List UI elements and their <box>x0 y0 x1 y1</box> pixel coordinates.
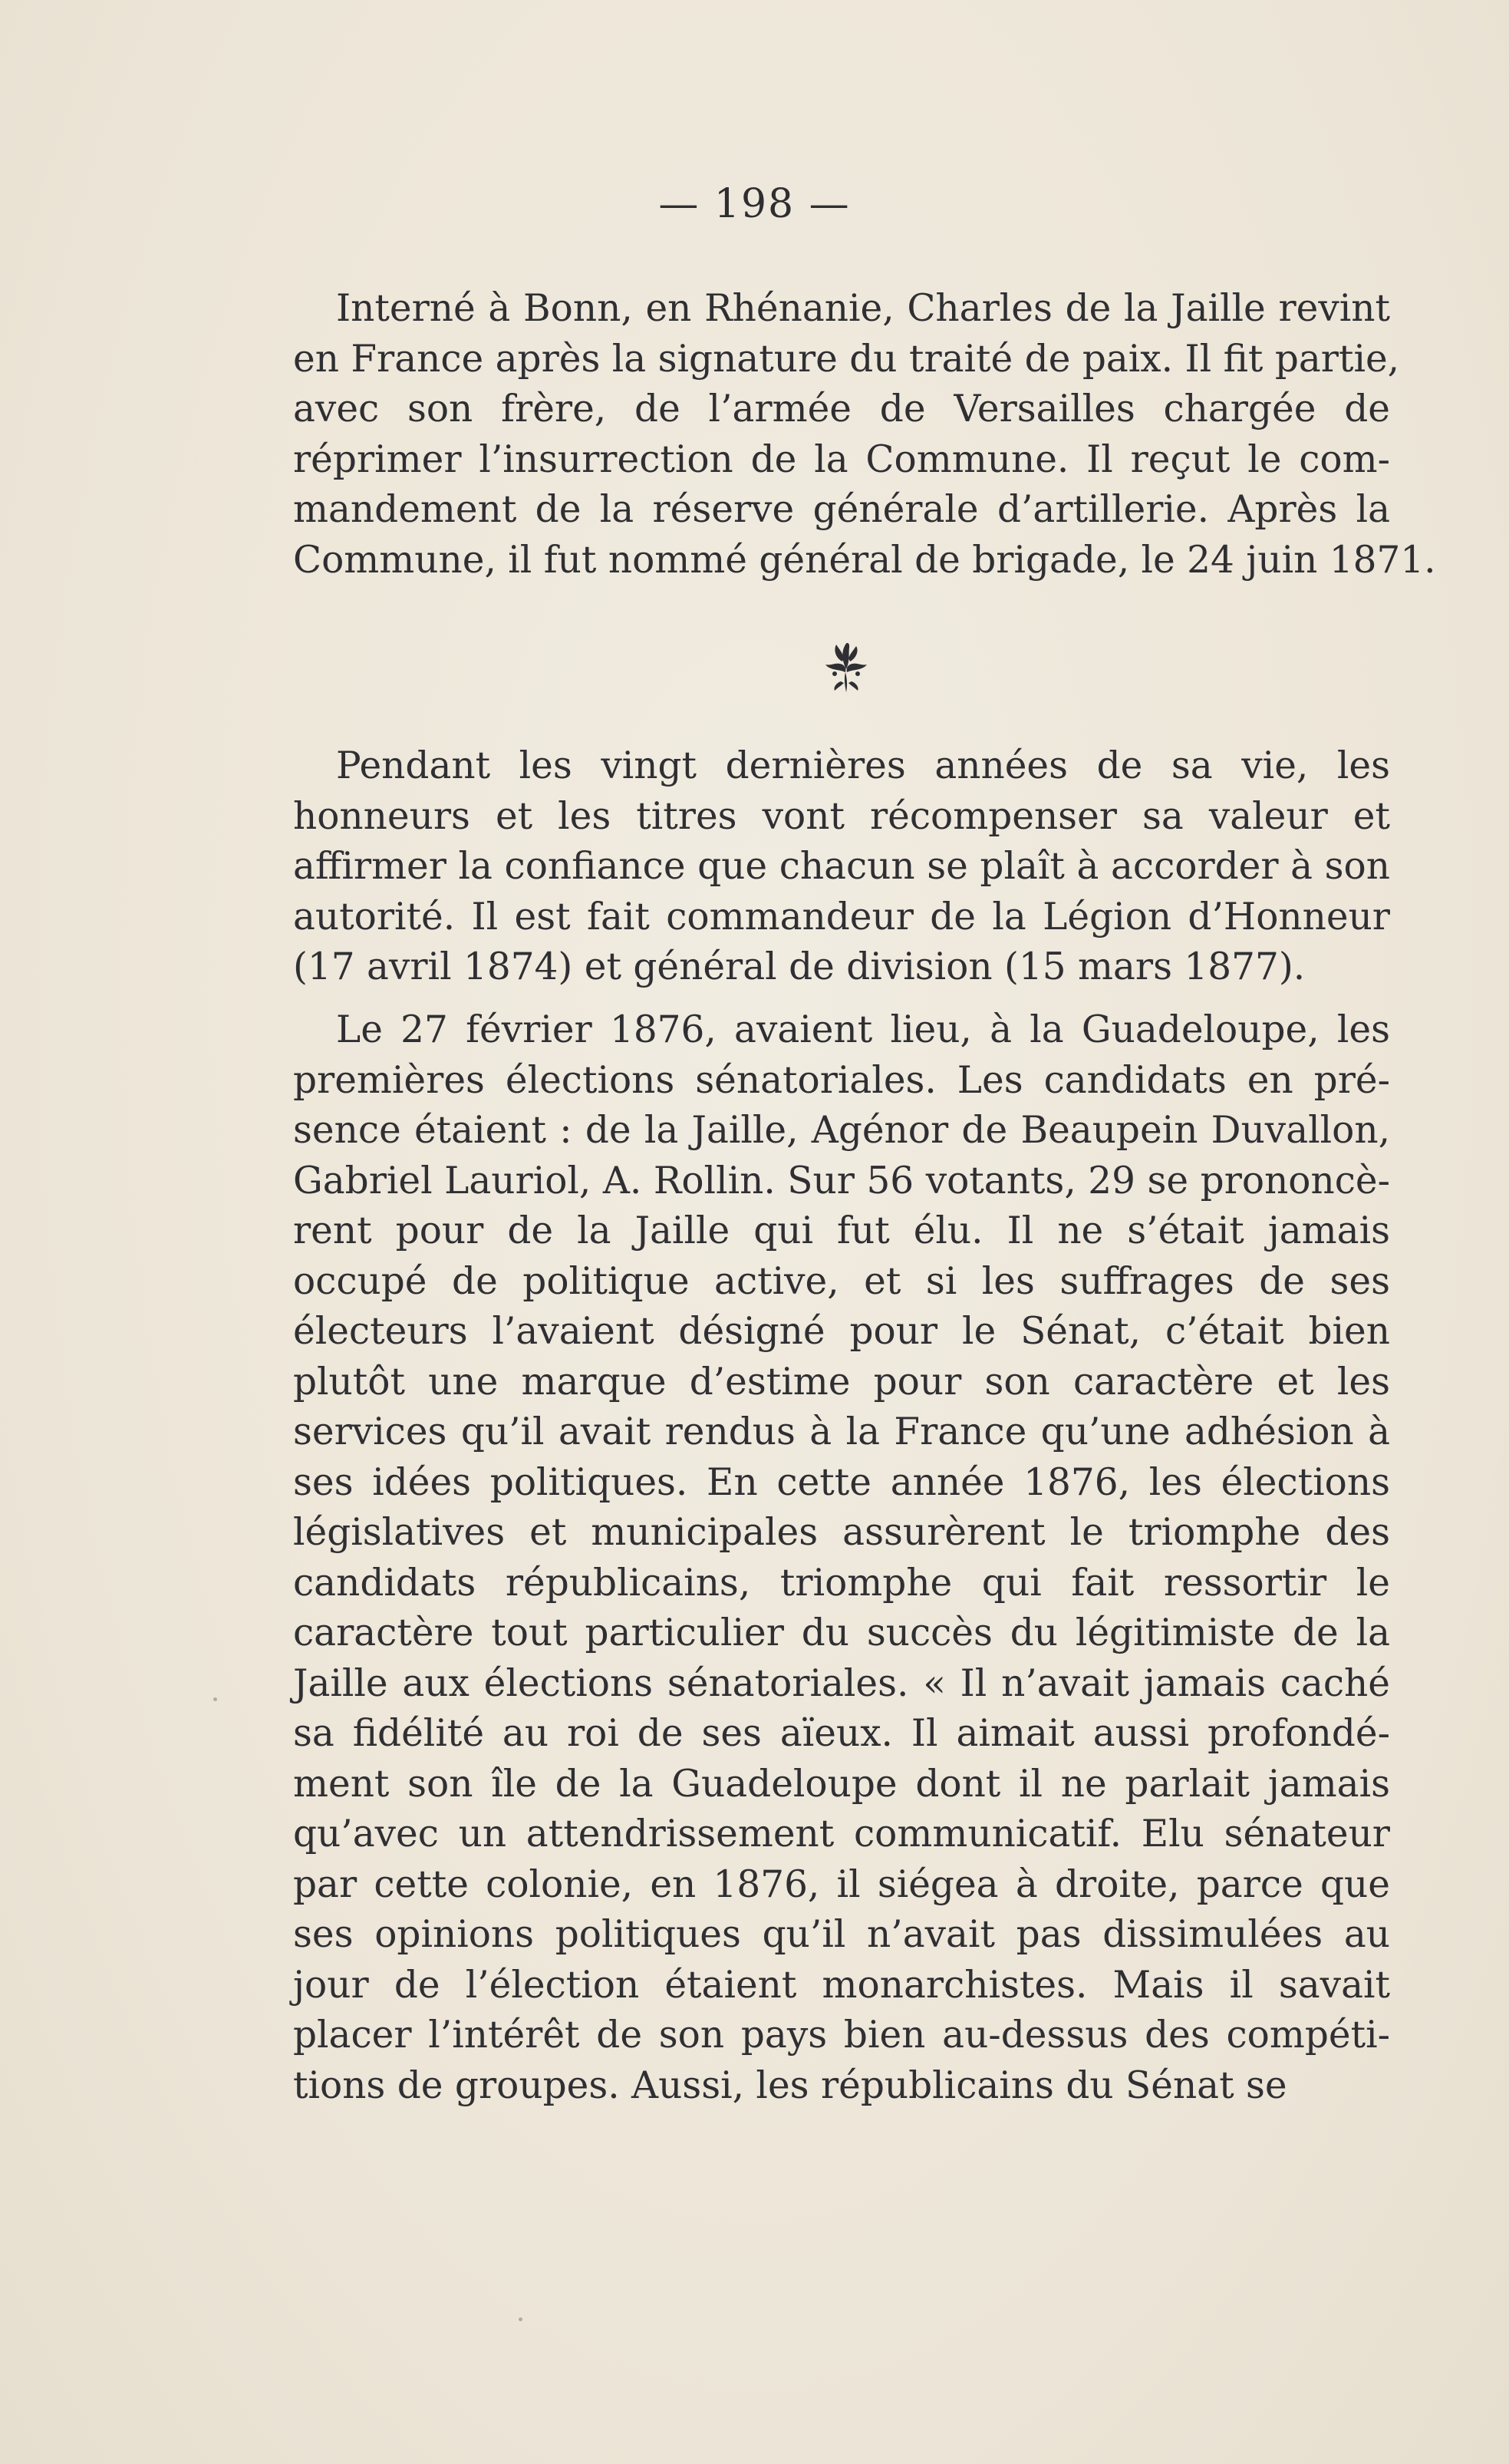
text-line: législatives et municipales assurèrent le triomphe des <box>293 1511 1390 1554</box>
text-line: Le 27 février 1876, avaient lieu, à la Guadeloupe, les <box>336 1008 1390 1051</box>
paragraph-1 <box>293 284 1436 585</box>
text-line: avec son frère, de l’armée de Versailles chargée de <box>293 388 1390 430</box>
page-number: — 198 — <box>658 181 851 227</box>
text-line: ment son île de la Guadeloupe dont il ne parlait jamais <box>293 1762 1390 1806</box>
text-line: caractère tout particulier du succès du légitimiste de la <box>293 1611 1390 1654</box>
text-line: Gabriel Lauriol, A. Rollin. Sur 56 votants, 29 se prononcè- <box>293 1159 1390 1202</box>
paragraph-2 <box>293 741 1390 993</box>
text-line: Pendant les vingt dernières années de sa vie, les <box>336 744 1390 787</box>
text-line: Jaille aux élections sénatoriales. « Il n’avait jamais caché <box>293 1661 1390 1705</box>
text-line: électeurs l’avaient désigné pour le Sénat, c’était bien <box>293 1310 1390 1353</box>
text-line: rent pour de la Jaille qui fut élu. Il ne s’était jamais <box>293 1209 1390 1252</box>
text-line: Interné à Bonn, en Rhénanie, Charles de la Jaille revint <box>336 287 1390 330</box>
text-line: tions de groupes. Aussi, les républicains du Sénat se <box>293 2063 1287 2107</box>
text-line: jour de l’élection étaient monarchistes. Mais il savait <box>293 1963 1390 2007</box>
text-line: autorité. Il est fait commandeur de la Légion d’Honneur <box>293 895 1390 938</box>
text-line: sence étaient : de la Jaille, Agénor de Beaupein Duvallon, <box>293 1109 1390 1152</box>
text-line: en France après la signature du traité de paix. Il fit partie, <box>293 337 1400 381</box>
paper-speck <box>213 1697 217 1701</box>
text-line: honneurs et les titres vont récompenser sa valeur et <box>293 794 1390 838</box>
text-line: placer l’intérêt de son pays bien au-dessus des compéti- <box>293 2014 1390 2057</box>
text-line: plutôt une marque d’estime pour son caractère et les <box>293 1360 1390 1404</box>
text-line: réprimer l’insurrection de la Commune. Il reçut le com- <box>293 437 1390 481</box>
paragraph-3 <box>293 1005 1390 2111</box>
text-line: premières élections sénatoriales. Les candidats en pré- <box>293 1058 1390 1102</box>
text-line: mandement de la réserve générale d’artillerie. Après la <box>293 488 1390 531</box>
text-line: sa fidélité au roi de ses aïeux. Il aimait aussi profondé- <box>293 1712 1390 1755</box>
text-line: ses idées politiques. En cette année 1876, les élections <box>293 1460 1390 1504</box>
text-line: ses opinions politiques qu’il n’avait pas dissimulées au <box>293 1913 1390 1956</box>
fleuron-icon <box>819 638 873 694</box>
text-line: occupé de politique active, et si les suffrages de ses <box>293 1259 1390 1303</box>
text-line: Commune, il fut nommé général de brigade, le 24 juin 1871. <box>293 538 1436 582</box>
text-line: services qu’il avait rendus à la France qu’une adhésion à <box>293 1410 1390 1453</box>
text-line: par cette colonie, en 1876, il siégea à droite, parce que <box>293 1862 1390 1906</box>
text-line: (17 avril 1874) et général de division (15 mars 1877). <box>293 945 1306 988</box>
paper-speck <box>519 2317 522 2321</box>
text-line: qu’avec un attendrissement communicatif. Elu sénateur <box>293 1813 1390 1855</box>
text-line: candidats républicains, triomphe qui fait ressortir le <box>293 1561 1390 1605</box>
text-line: affirmer la confiance que chacun se plaît à accorder à son <box>293 845 1390 888</box>
